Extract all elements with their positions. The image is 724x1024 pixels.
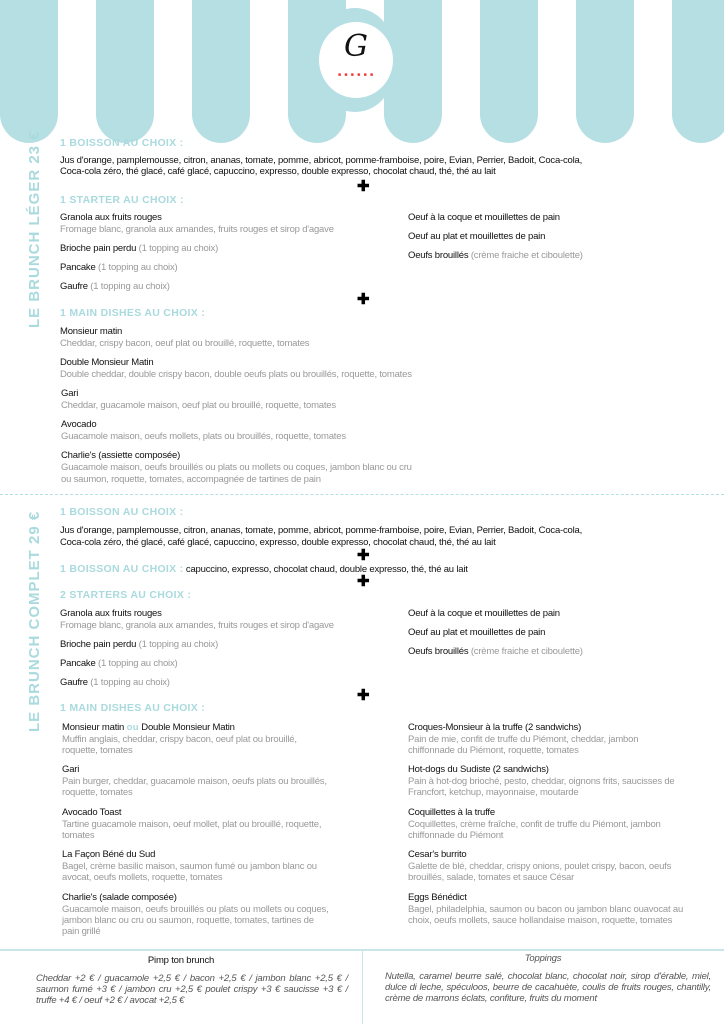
- item-name: Gaufre: [60, 677, 88, 688]
- logo-dots: ■ ■ ■ ■ ■ ■: [337, 72, 375, 78]
- main-desc: roquette, tomates: [62, 745, 133, 756]
- item-note: (1 topping au choix): [98, 262, 178, 273]
- main-desc: Francfort, ketchup, mayonnaise, moutarde: [408, 787, 579, 798]
- heading-boisson: 1 BOISSON AU CHOIX :: [60, 137, 184, 149]
- item-gaufre: [60, 281, 170, 293]
- main-desc: pain grillé: [62, 926, 101, 937]
- item-name: Oeufs brouillés: [408, 250, 469, 261]
- main-name: Gari: [62, 764, 80, 775]
- plus-icon: ✚: [357, 291, 370, 308]
- main-name: Avocado: [61, 419, 97, 430]
- item-note: (1 topping au choix): [90, 677, 170, 688]
- main-name: La Façon Béné du Sud: [62, 849, 156, 860]
- section-title-brunch-complet: LE BRUNCH COMPLET 29 €: [26, 510, 43, 732]
- main-desc: Coquillettes, crème fraîche, confit de truffe du Piémont, jambon: [408, 819, 661, 830]
- item-oeuf-coque: Oeuf à la coque et mouillettes de pain: [408, 212, 560, 223]
- awning-stripe: [480, 0, 538, 143]
- item-oeufs-brouilles: [408, 646, 583, 658]
- plus-icon: ✚: [357, 687, 370, 704]
- drinks-line-1: Jus d'orange, pamplemousse, citron, ananas, tomate, pomme, abricot, pomme-framboise, poire, Evian, Perrier, Badoit, Coca-cola,: [60, 155, 583, 166]
- item-granola-desc: Fromage blanc, granola aux amandes, fruits rouges et sirop d'agave: [60, 224, 334, 235]
- heading-starters: 2 STARTERS AU CHOIX :: [60, 589, 192, 601]
- main-desc: Guacamole maison, oeufs brouillés ou plats ou mollets ou coques, jambon blanc ou cru: [61, 462, 412, 473]
- item-note: (1 topping au choix): [138, 243, 219, 254]
- item-oeuf-plat: Oeuf au plat et mouillettes de pain: [408, 231, 546, 242]
- item-note: (1 topping au choix): [98, 658, 178, 669]
- main-desc: Guacamole maison, oeufs mollets, plats ou brouillés, roquette, tomates: [61, 431, 346, 442]
- main-desc: Double cheddar, double crispy bacon, double oeufs plats ou brouillés, roquette, tomates: [60, 369, 412, 380]
- main-name: Coquillettes à la truffe: [408, 807, 495, 818]
- plus-icon: ✚: [357, 547, 370, 564]
- main-desc: choix, oeufs mollets, sauce hollandaise maison, roquette, tomates: [408, 915, 673, 926]
- main-desc: Pain à hot-dog brioché, pesto, cheddar, oignons frits, saucisses de: [408, 776, 675, 787]
- main-desc: avocat, oeufs mollets, roquette, tomates: [62, 872, 223, 883]
- drinks-line-2: Coca-cola zéro, thé glacé, café glacé, capuccino, expresso, double expresso, chocolat chaud, thé, thé au lait: [60, 537, 496, 548]
- toppings-title: Toppings: [524, 953, 562, 964]
- main-desc: jambon blanc ou cru ou saumon, roquette, tomates, tartines de: [62, 915, 314, 926]
- item-name: Brioche pain perdu: [60, 243, 137, 254]
- main-desc: Bagel, crème basilic maison, saumon fumé ou jambon blanc ou: [62, 861, 317, 872]
- main-desc: Cheddar, guacamole maison, oeuf plat ou brouillé, roquette, tomates: [61, 400, 336, 411]
- main-name: Cesar's burrito: [408, 849, 467, 860]
- item-name: Pancake: [60, 262, 96, 273]
- main-desc: Cheddar, crispy bacon, oeuf plat ou brouillé, roquette, tomates: [60, 338, 310, 349]
- item-note: (crème fraiche et ciboulette): [470, 250, 583, 261]
- item-granola: Granola aux fruits rouges: [60, 212, 162, 223]
- main-name: Gari: [61, 388, 79, 399]
- main-name: Charlie's (assiette composée): [61, 450, 181, 461]
- main-name: Croques-Monsieur à la truffe (2 sandwichs): [408, 722, 582, 733]
- heading-boisson: 1 BOISSON AU CHOIX :: [60, 506, 184, 518]
- item-name: Gaufre: [60, 281, 88, 292]
- item-brioche: [60, 243, 218, 255]
- main-name: Eggs Bénédict: [408, 892, 467, 903]
- item-note: (1 topping au choix): [138, 639, 219, 650]
- main-desc: Pain burger, cheddar, guacamole maison, oeufs plats ou brouillés,: [62, 776, 327, 787]
- main-desc: chiffonnade du Piémont, roquette, tomates: [408, 745, 579, 756]
- main-desc: Muffin anglais, cheddar, crispy bacon, oeuf plat ou brouillé,: [62, 734, 297, 745]
- heading-main: 1 MAIN DISHES AU CHOIX :: [60, 307, 206, 319]
- main-desc: roquette, tomates: [62, 787, 133, 798]
- item-note: (crème fraiche et ciboulette): [470, 646, 583, 657]
- item-granola: Granola aux fruits rouges: [60, 608, 162, 619]
- heading-boisson-chaude: [60, 563, 468, 576]
- heading-starter: 1 STARTER AU CHOIX :: [60, 194, 184, 206]
- hot-drinks: capuccino, expresso, chocolat chaud, double expresso, thé, thé au lait: [185, 564, 468, 575]
- main-desc: Bagel, philadelphia, saumon ou bacon ou jambon blanc ouavocat au: [408, 904, 684, 915]
- awning-stripe: [576, 0, 634, 143]
- pimp-text: Cheddar +2 € / guacamole +2,5 € / bacon +2,5 € / jambon blanc +2,5 € / saumon fumé +3 € / jambon cru +2,5 € poulet crispy +3 € saucisse +3 € / truffe +4 € / oeuf +2 € / avocat +2,5 €: [36, 973, 348, 1006]
- item-pancake: [60, 658, 177, 670]
- main-name: [62, 722, 235, 734]
- section-divider: [0, 494, 724, 495]
- drinks-line-2: Coca-cola zéro, thé glacé, café glacé, capuccino, expresso, double expresso, chocolat chaud, thé, thé au lait: [60, 166, 496, 177]
- awning-stripe: [0, 0, 58, 143]
- awning-stripe: [192, 0, 250, 143]
- awning-stripe: [672, 0, 724, 143]
- item-name: Double Monsieur Matin: [141, 722, 235, 733]
- main-desc: Pain de mie, confit de truffe du Piémont, cheddar, jambon: [408, 734, 639, 745]
- main-name: Avocado Toast: [62, 807, 122, 818]
- heading-main: 1 MAIN DISHES AU CHOIX :: [60, 702, 206, 714]
- main-desc: brouillés, salade, tomates et sauce César: [408, 872, 575, 883]
- main-name: Double Monsieur Matin: [60, 357, 154, 368]
- awning-stripe: [96, 0, 154, 143]
- section-title-brunch-leger: LE BRUNCH LÉGER 23 €: [26, 130, 43, 328]
- item-gaufre: [60, 677, 170, 689]
- item-oeuf-coque: Oeuf à la coque et mouillettes de pain: [408, 608, 560, 619]
- item-pancake: [60, 262, 177, 274]
- item-granola-desc: Fromage blanc, granola aux amandes, fruits rouges et sirop d'agave: [60, 620, 334, 631]
- toppings-text: Nutella, caramel beurre salé, chocolat blanc, chocolat noir, sirop d'érable, miel, dulce di leche, spéculoos, beurre de cacahuète, coulis de fruits rouges, chantilly, crème de marrons éclats, confiture, fruits du moment: [385, 971, 711, 1004]
- main-name: Monsieur matin: [60, 326, 123, 337]
- heading-label: 1 BOISSON AU CHOIX :: [60, 563, 184, 575]
- main-desc: ou saumon, roquette, tomates, accompagnée de tartines de pain: [61, 474, 321, 485]
- logo-letter: G: [344, 29, 368, 64]
- item-oeufs-brouilles: [408, 250, 583, 262]
- main-desc: chiffonnade du Piémont: [408, 830, 504, 841]
- main-desc: Tartine guacamole maison, oeuf mollet, plat ou brouillé, roquette,: [62, 819, 322, 830]
- item-note: (1 topping au choix): [90, 281, 170, 292]
- item-name: Monsieur matin: [62, 722, 125, 733]
- main-desc: Galette de blé, cheddar, crispy onions, poulet crispy, bacon, oeufs: [408, 861, 672, 872]
- pimp-title: Pimp ton brunch: [147, 955, 215, 966]
- drinks-line-1: Jus d'orange, pamplemousse, citron, ananas, tomate, pomme, abricot, pomme-framboise, poire, Evian, Perrier, Badoit, Coca-cola,: [60, 525, 583, 536]
- main-name: Hot-dogs du Sudiste (2 sandwichs): [408, 764, 549, 775]
- plus-icon: ✚: [357, 178, 370, 195]
- or-label: ou: [126, 722, 139, 733]
- item-name: Oeufs brouillés: [408, 646, 469, 657]
- item-name: Pancake: [60, 658, 96, 669]
- plus-icon: ✚: [357, 573, 370, 590]
- logo: [319, 22, 393, 98]
- item-brioche: [60, 639, 218, 651]
- item-name: Brioche pain perdu: [60, 639, 137, 650]
- main-desc: tomates: [62, 830, 95, 841]
- item-oeuf-plat: Oeuf au plat et mouillettes de pain: [408, 627, 546, 638]
- main-name: Charlie's (salade composée): [62, 892, 177, 903]
- main-desc: Guacamole maison, oeufs brouillés ou plats ou mollets ou coques,: [62, 904, 329, 915]
